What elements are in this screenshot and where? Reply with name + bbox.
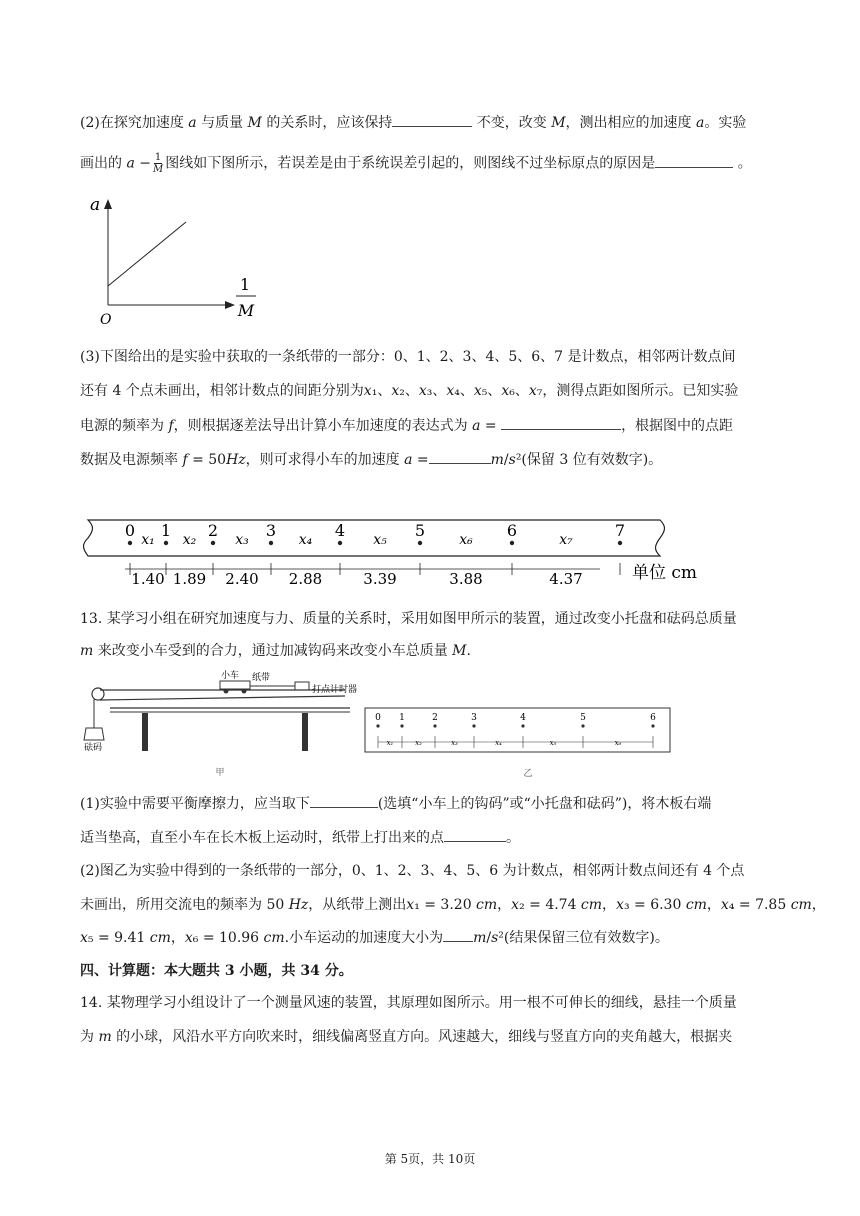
cart-icon — [220, 681, 250, 689]
segment-label: x₄ — [495, 739, 502, 747]
answer-blank[interactable] — [501, 415, 621, 430]
table-leg-right — [302, 713, 308, 751]
count-point-dot — [510, 541, 514, 545]
board-bottom — [100, 696, 345, 700]
q13-part1-text-c: 适当垫高，直至小车在长木板上运动时，纸带上打出来的点 — [80, 830, 444, 846]
count-point-dot — [400, 724, 403, 727]
count-point-dot — [211, 541, 215, 545]
q14-line1: 14. 某物理学习小组设计了一个测量风速的装置，其原理如图所示。用一根不可伸长的细线，悬挂一个质量 — [80, 995, 737, 1011]
count-point-label: 3 — [265, 521, 277, 540]
distance-label: 2.88 — [288, 570, 323, 588]
count-point-dot — [521, 724, 524, 727]
weights-label: 砝码 — [84, 743, 103, 753]
q12-part3-text-b: ，根据图中的点距 — [621, 418, 734, 434]
q12-part3-text-a: 电源的频率为 𝑓，则根据逐差法导出计算小车加速度的表达式为 𝑎 = — [80, 418, 497, 434]
segment-label: x₅ — [549, 739, 557, 747]
count-point-label: 5 — [580, 713, 586, 723]
count-point-label: 4 — [520, 713, 526, 723]
segment-label: x₆ — [614, 739, 622, 747]
count-point-dot — [128, 541, 132, 545]
count-point-dot — [433, 724, 436, 727]
figure-jia-label: 甲 — [215, 768, 225, 778]
q12-part2-text-d: 图线如下图所示，若误差是由于系统误差引起的，则图线不过坐标原点的原因是 — [165, 155, 656, 172]
distance-label: 4.37 — [549, 570, 583, 588]
answer-blank[interactable] — [310, 793, 378, 808]
q13-part1-text-d: 。 — [506, 830, 520, 846]
answer-blank[interactable] — [655, 153, 733, 168]
count-point-label: 0 — [375, 713, 381, 723]
segment-label: x₃ — [451, 739, 458, 747]
weight-tray-icon — [84, 728, 104, 740]
q13-part1-text-a: (1)实验中需要平衡摩擦力，应当取下 — [80, 796, 310, 812]
pulley-icon — [92, 688, 104, 700]
count-point-label: 6 — [506, 521, 518, 540]
origin-label: O — [100, 312, 112, 328]
q13-line1: 13. 某学习小组在研究加速度与力、质量的关系时，采用如图甲所示的装置，通过改变小托盘和砝码总质量 — [80, 611, 737, 627]
count-point-label: 0 — [124, 521, 136, 540]
q13-part2-line1: (2)图乙为实验中得到的一条纸带的一部分，0、1、2、3、4、5、6 为计数点，相邻两计数点间还有 4 个点 — [80, 863, 745, 879]
x-axis-arrow — [225, 301, 235, 309]
tape-unit-label: 单位 cm — [632, 563, 698, 583]
distance-label: 1.40 — [131, 570, 165, 588]
q13-part1-line1 — [80, 793, 780, 814]
segment-label: x₁ — [141, 532, 155, 548]
cart-label: 小车 — [221, 671, 240, 681]
y-axis-arrow — [104, 199, 112, 209]
tape-label: 纸带 — [252, 673, 271, 683]
cart-wheel-icon — [242, 689, 247, 694]
q13-part1-text-b: (选填“小车上的钩码”或“小托盘和砝码”)，将木板右端 — [377, 796, 712, 812]
q14-line2: 为 𝑚 的小球，风沿水平方向吹来时，细线偏离竖直方向。风速越大，细线与竖直方向的夹角越大，根据夹 — [80, 1029, 733, 1045]
count-point-label: 7 — [614, 521, 626, 540]
x-axis-label-denominator: M — [237, 301, 255, 320]
q12-part3-line2: 还有 4 个点未画出，相邻计数点的间距分别为𝑥₁、𝑥₂、𝑥₃、𝑥₄、𝑥₅、𝑥₆、𝑥₇，测得点距如图所示。已知实验 — [80, 383, 739, 399]
q12-part3-line4 — [80, 449, 780, 470]
q13-part2-text-b: 𝑚/𝑠²(结果保留三位有效数字)。 — [473, 930, 669, 946]
timer-icon — [295, 682, 309, 690]
count-point-label: 3 — [471, 713, 477, 723]
cart-wheel-icon — [224, 689, 229, 694]
fraction-denominator: 𝑀 — [152, 164, 164, 175]
q13-line2: 𝑚 来改变小车受到的合力，通过加减钩码来改变小车总质量 𝑀. — [80, 643, 471, 659]
count-point-dot — [376, 724, 379, 727]
paper-tape-figure — [80, 508, 760, 593]
one-over-m-fraction — [153, 152, 163, 175]
count-point-dot — [418, 541, 422, 545]
tape2-outline — [365, 708, 670, 752]
count-point-dot — [338, 541, 342, 545]
q12-part2-line1 — [80, 112, 780, 133]
a-vs-inverse-m-graph — [88, 190, 268, 330]
segment-label: x₄ — [298, 532, 313, 548]
apparatus-figure — [80, 666, 360, 781]
segment-label: x₁ — [386, 739, 394, 747]
q12-part3-line3 — [80, 415, 780, 436]
count-point-label: 5 — [414, 521, 426, 540]
y-axis-label: a — [90, 195, 101, 215]
q13-part2-line2: 未画出，所用交流电的频率为 50 𝐻𝑧，从纸带上测出𝑥₁ = 3.20 𝑐𝑚，𝑥₂ = 4.74 𝑐𝑚，𝑥₃ = 6.30 𝑐𝑚，𝑥₄ = 7.85 𝑐𝑚， — [80, 897, 826, 913]
section-heading: 四、计算题：本大题共 3 小题，共 34 分。 — [80, 963, 353, 979]
segment-label: x₃ — [235, 532, 249, 548]
count-point-label: 1 — [399, 713, 405, 723]
q12-part3-text-d: 𝑚/𝑠²(保留 3 位有效数字)。 — [490, 452, 663, 468]
table-leg-left — [142, 713, 148, 751]
count-point-dot — [164, 541, 168, 545]
segment-label: x₆ — [459, 532, 473, 548]
figure-yi-label: 乙 — [523, 769, 533, 779]
answer-blank[interactable] — [443, 927, 473, 942]
answer-blank[interactable] — [444, 827, 506, 842]
fraction-numerator: 1 — [154, 152, 162, 163]
segment-label: x₂ — [182, 532, 197, 548]
count-point-dot — [581, 724, 584, 727]
graph-line — [108, 222, 186, 286]
q12-part2-text-a: (2)在探究加速度 𝑎 与质量 𝑀 的关系时，应该保持 — [80, 115, 393, 131]
count-point-label: 4 — [334, 521, 346, 540]
q13-part2-text-a: 𝑥₅ = 9.41 𝑐𝑚，𝑥₆ = 10.96 𝑐𝑚.小车运动的加速度大小为 — [80, 930, 444, 946]
paper-tape-figure-2 — [360, 702, 680, 782]
q13-part2-line3 — [80, 927, 780, 948]
count-point-dot — [269, 541, 273, 545]
count-point-label: 6 — [650, 713, 656, 723]
q12-part2-line2 — [80, 152, 780, 175]
distance-label: 3.39 — [363, 570, 397, 588]
count-point-dot — [618, 541, 622, 545]
segment-label: x₅ — [373, 532, 387, 548]
count-point-dot — [651, 724, 654, 727]
q13-part1-line2 — [80, 827, 780, 848]
answer-blank[interactable] — [429, 449, 491, 464]
q12-part3-text-c: 数据及电源频率 𝑓 = 50𝐻𝑧，则可求得小车的加速度 𝑎 = — [80, 452, 429, 468]
count-point-label: 2 — [432, 713, 438, 723]
q12-part2-text-c: 画出的 𝑎 − — [80, 155, 151, 172]
count-point-label: 2 — [207, 521, 219, 540]
timer-label: 打点计时器 — [312, 685, 358, 695]
distance-label: 1.89 — [172, 570, 207, 588]
distance-label: 3.88 — [449, 570, 483, 588]
page-footer: 第 5页，共 10页 — [384, 1152, 476, 1166]
count-point-dot — [472, 724, 475, 727]
q12-part2-text-e: 。 — [737, 155, 752, 172]
segment-label: x₂ — [415, 739, 422, 747]
q12-part3-line1: (3)下图给出的是实验中获取的一条纸带的一部分：0、1、2、3、4、5、6、7 是计数点，相邻两计数点间 — [80, 349, 736, 365]
distance-label: 2.40 — [225, 570, 259, 588]
q12-part2-text-b: 不变，改变 𝑀，测出相应的加速度 𝑎。实验 — [476, 115, 747, 131]
count-point-label: 1 — [160, 521, 172, 540]
segment-label: x₇ — [559, 532, 573, 548]
answer-blank[interactable] — [392, 112, 472, 127]
x-axis-label-numerator: 1 — [239, 275, 251, 294]
